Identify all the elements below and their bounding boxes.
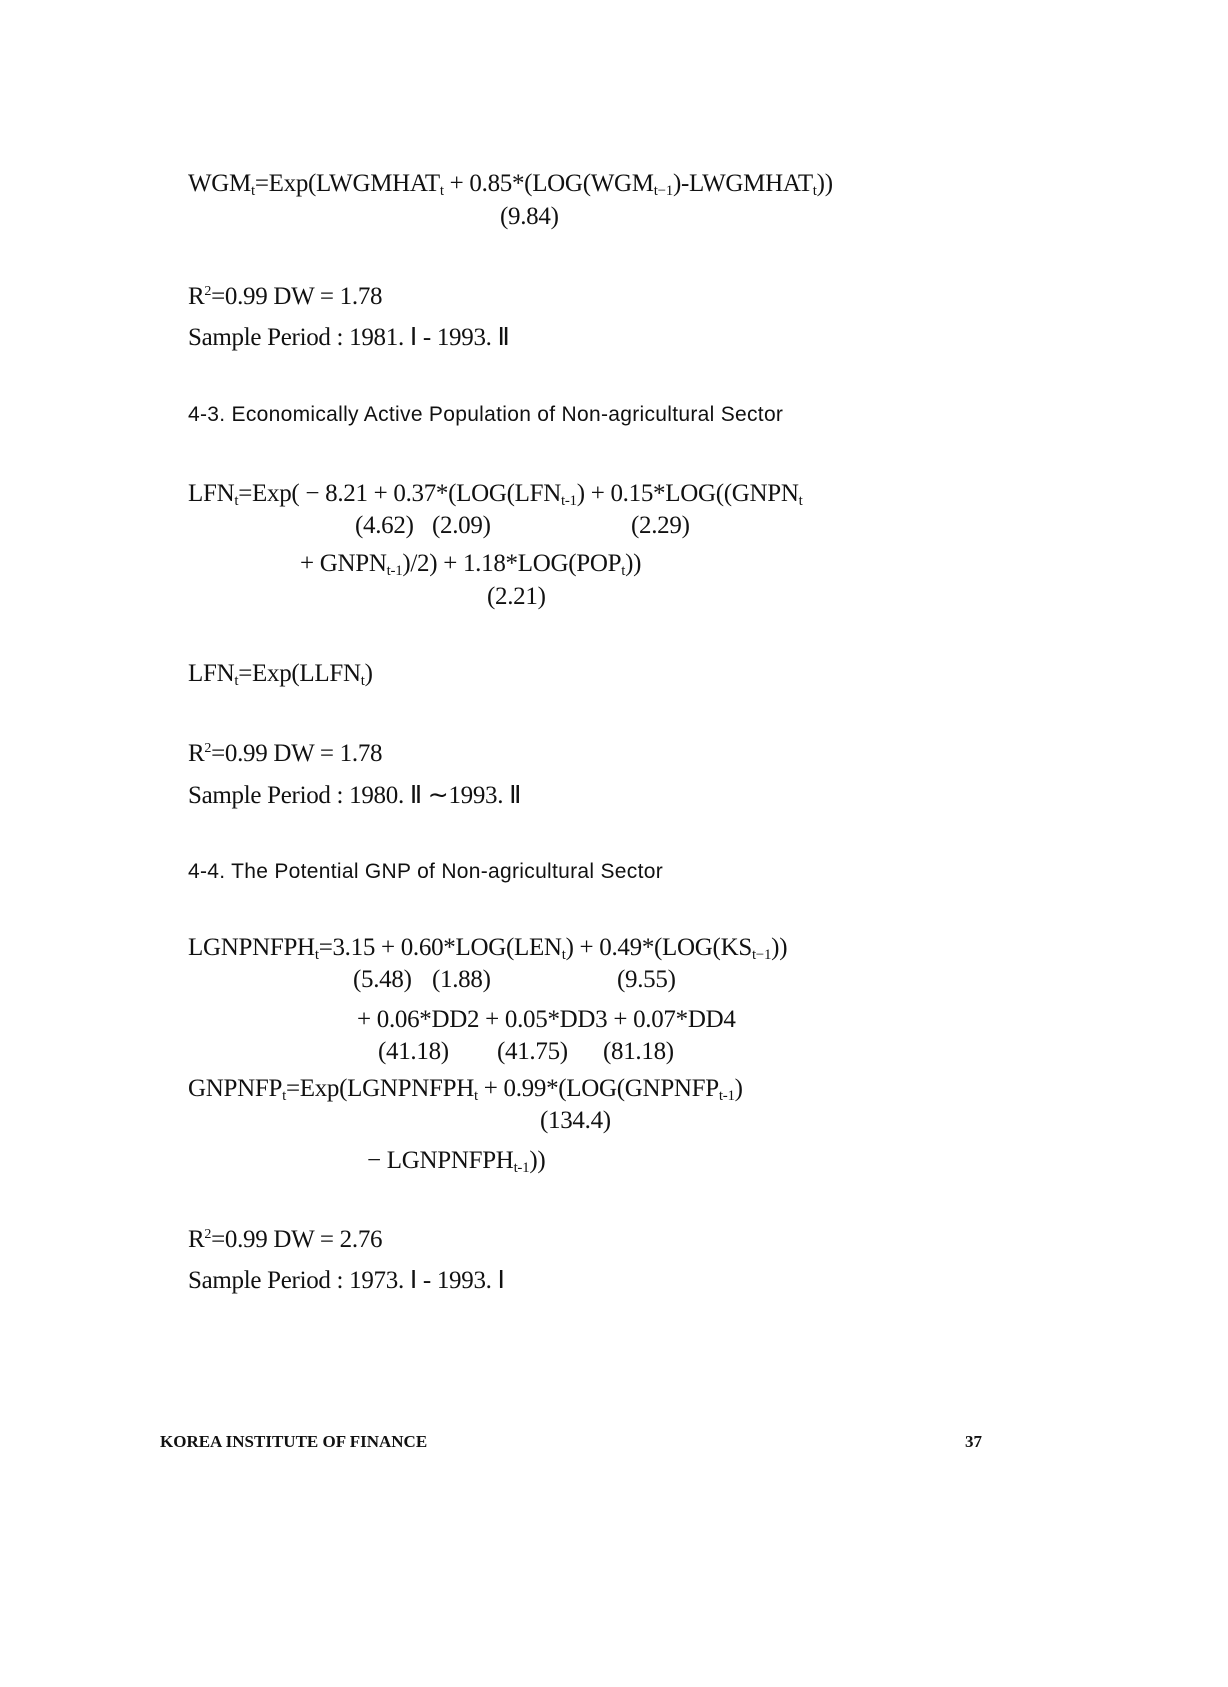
equation-lgnpnfph-cont	[357, 1006, 736, 1034]
equation-text: ))	[816, 170, 833, 197]
equation-text: WGM	[188, 170, 251, 197]
equation-text: )-LWGMHAT	[672, 170, 813, 197]
subscript: t-1	[386, 563, 403, 579]
subscript: t	[621, 563, 626, 579]
equation-gnpnfp	[188, 1075, 743, 1103]
sample-period: Sample Period : 1973. Ⅰ - 1993. Ⅰ	[188, 1267, 505, 1294]
r2-dw-stats	[188, 1226, 382, 1254]
equation-text: LFN	[188, 660, 235, 687]
r2-dw-stats	[188, 740, 382, 768]
equation-text: R	[188, 1226, 205, 1253]
subscript: t-1	[560, 493, 577, 509]
equation-wgm	[188, 170, 833, 198]
equation-lgnpnfph	[188, 934, 787, 962]
equation-text: =Exp(LGNPNFPH	[285, 1075, 474, 1102]
equation-lfn	[188, 480, 803, 508]
subscript: t-1	[718, 1088, 735, 1104]
superscript: 2	[204, 1227, 212, 1242]
equation-lfn-exp	[188, 660, 373, 688]
equation-text: =3.15 + 0.60*LOG(LEN	[318, 934, 562, 961]
subscript: t	[250, 183, 255, 199]
equation-text: − LGNPNFPH	[367, 1147, 514, 1174]
subscript: t	[812, 183, 817, 199]
equation-text: =Exp(LLFN	[238, 660, 361, 687]
subscript: t	[234, 493, 239, 509]
t-statistic: (134.4)	[540, 1107, 611, 1134]
t-statistic: (41.75)	[497, 1038, 568, 1065]
footer-publisher: KOREA INSTITUTE OF FINANCE	[160, 1432, 428, 1451]
equation-text: ))	[529, 1147, 546, 1174]
equation-text: R	[188, 740, 205, 767]
page-number: 37	[965, 1432, 982, 1451]
equation-text: =0.99 DW = 2.76	[211, 1226, 383, 1253]
sample-period: Sample Period : 1980. Ⅱ ∼1993. Ⅱ	[188, 782, 522, 809]
equation-text: =0.99 DW = 1.78	[211, 283, 383, 310]
equation-text: =0.99 DW = 1.78	[211, 740, 383, 767]
equation-text: + 0.99*(LOG(GNPNFP	[477, 1075, 719, 1102]
equation-text: )	[364, 660, 373, 687]
subscript: t	[234, 673, 239, 689]
t-statistic: (81.18)	[603, 1038, 674, 1065]
equation-text: R	[188, 283, 205, 310]
subscript: t	[439, 183, 444, 199]
sample-period: Sample Period : 1981. Ⅰ - 1993. Ⅱ	[188, 324, 510, 351]
r2-dw-stats	[188, 283, 382, 311]
subscript: t−1	[751, 947, 772, 963]
equation-text: )/2) + 1.18*LOG(POP	[402, 550, 622, 577]
subscript: t	[282, 1088, 286, 1104]
equation-text: + 0.85*(LOG(WGM	[443, 170, 654, 197]
equation-text: =Exp( − 8.21 + 0.37*(LOG(LFN	[238, 480, 561, 507]
subscript: t−1	[653, 183, 673, 199]
t-statistic: (2.29)	[631, 512, 690, 539]
t-statistic: (41.18)	[378, 1038, 449, 1065]
equation-text: )	[734, 1075, 743, 1102]
t-statistic: (1.88)	[432, 966, 491, 993]
subscript: t-1	[513, 1160, 530, 1176]
equation-text: GNPNFP	[188, 1075, 283, 1102]
section-heading-4-3: 4-3. Economically Active Population of Non-agricultural Sector	[188, 403, 784, 426]
equation-text: + GNPN	[300, 550, 387, 577]
t-statistic: (4.62)	[355, 512, 414, 539]
superscript: 2	[204, 284, 212, 299]
equation-text: + 0.06*DD2 + 0.05*DD3 + 0.07*DD4	[357, 1006, 736, 1033]
equation-text: ))	[771, 934, 788, 961]
section-heading-4-4: 4-4. The Potential GNP of Non-agricultural Sector	[188, 860, 663, 883]
t-statistic: (9.84)	[500, 203, 559, 230]
t-statistic: (5.48)	[353, 966, 412, 993]
t-statistic: (9.55)	[617, 966, 676, 993]
equation-text: ) + 0.15*LOG((GNPN	[576, 480, 799, 507]
subscript: t	[798, 493, 803, 509]
equation-text: LGNPNFPH	[188, 934, 315, 961]
t-statistic: (2.09)	[432, 512, 491, 539]
equation-text: ))	[625, 550, 642, 577]
t-statistic: (2.21)	[487, 583, 546, 610]
subscript: t	[561, 947, 566, 963]
equation-text: =Exp(LWGMHAT	[254, 170, 440, 197]
subscript: t	[360, 673, 365, 689]
subscript: t	[314, 947, 319, 963]
equation-text: ) + 0.49*(LOG(KS	[565, 934, 752, 961]
equation-gnpnfp-cont	[367, 1147, 545, 1175]
subscript: t	[473, 1088, 478, 1104]
equation-text: LFN	[188, 480, 235, 507]
superscript: 2	[204, 741, 212, 756]
equation-lfn-cont	[300, 550, 641, 578]
